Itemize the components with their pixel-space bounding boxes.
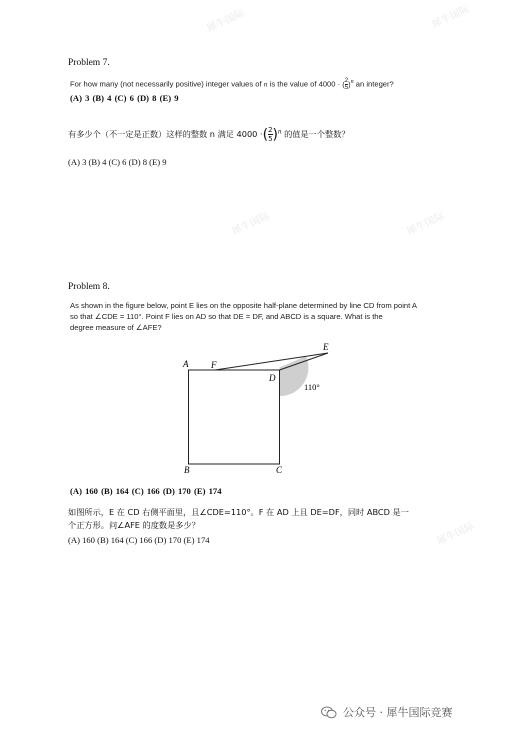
footer-text: 公众号 · 犀牛国际竞赛 xyxy=(343,706,453,719)
footer xyxy=(321,704,453,720)
wechat-icon xyxy=(321,706,337,719)
segment-fe xyxy=(215,353,328,370)
label-f: F xyxy=(211,360,217,370)
problem-8-line-1: As shown in the figure below, point E lies on the opposite half-plane determined by line CD from point A xyxy=(70,301,417,310)
square-abcd xyxy=(189,370,280,464)
angle-label: 110° xyxy=(304,382,320,392)
watermark: 犀牛国际 xyxy=(405,210,447,238)
label-b: B xyxy=(184,465,190,475)
problem-8-cn-line-1: 如图所示，E 在 CD 右侧平面里，且∠CDE=110°。F 在 AD 上且 DE=DF，同时 ABCD 是一 xyxy=(68,507,409,517)
label-a: A xyxy=(183,359,189,369)
problem-7-heading: Problem 7. xyxy=(68,58,110,68)
problem-8-heading: Problem 8. xyxy=(68,282,110,292)
label-d: D xyxy=(269,373,276,383)
label-e: E xyxy=(323,342,329,352)
problem-8-line-3: degree measure of ∠AFE? xyxy=(70,323,162,332)
problem-7-question-en: For how many (not necessarily positive) integer values of n is the value of 4000 · ( $\frac{2}{5}$ )$^n$ an integer? xyxy=(70,78,394,91)
watermark: 犀牛国际 xyxy=(205,7,247,35)
problem-7-question-cn: 有多少个（不一定是正数）这样的整数 n 满足 4000 ·( $\frac{2}{5}$ )$^n$ 的值是一个整数？ xyxy=(68,126,350,143)
problem-8-cn-line-2: 个正方形。问∠AFE 的度数是多少？ xyxy=(68,520,200,530)
problem-8-choices-cn: (A) 160 (B) 164 (C) 166 (D) 170 (E) 174 xyxy=(68,535,210,545)
problem-8-line-2: so that ∠CDE = 110°. Point F lies on AD so that DE = DF, and ABCD is a square. What is the xyxy=(70,312,383,321)
problem-7-choices-en: (A) 3 (B) 4 (C) 6 (D) 8 (E) 9 xyxy=(70,93,179,103)
watermark: 犀牛国际 xyxy=(230,210,272,238)
problem-8-figure xyxy=(150,338,350,480)
problem-8-choices-en: (A) 160 (B) 164 (C) 166 (D) 170 (E) 174 xyxy=(70,486,222,496)
label-c: C xyxy=(276,465,283,475)
problem-7-choices-cn: (A) 3 (B) 4 (C) 6 (D) 8 (E) 9 xyxy=(68,157,167,167)
watermark: 犀牛国际 xyxy=(430,3,472,31)
watermark: 犀牛国际 xyxy=(435,520,477,548)
